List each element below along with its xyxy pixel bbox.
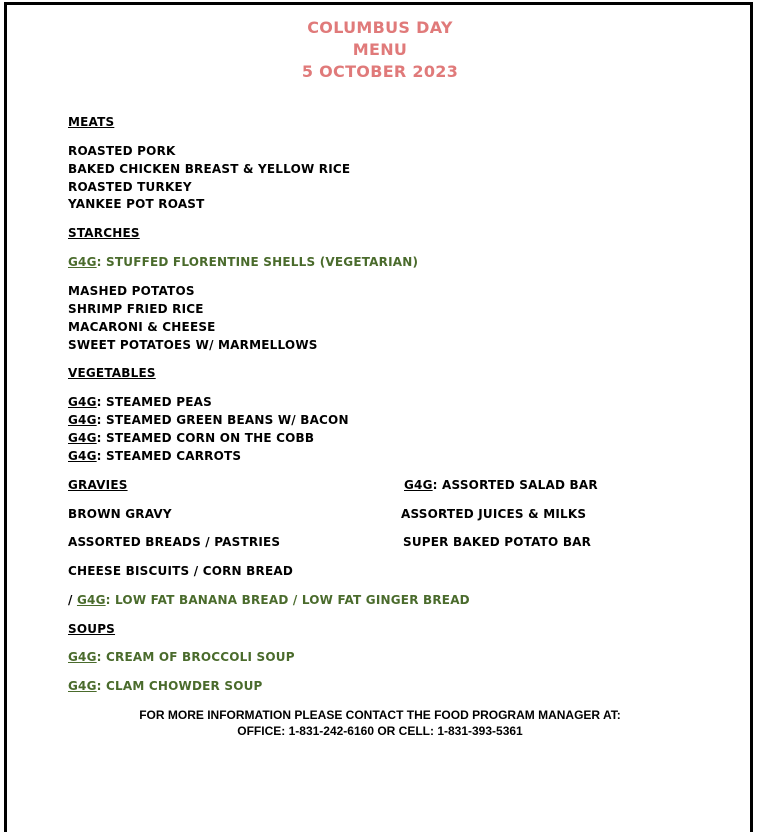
starch-item: MASHED POTATOS (68, 284, 195, 298)
starch-g4g-item (68, 255, 418, 269)
menu-subtitle: MENU (352, 40, 408, 59)
vegetable-label: : STEAMED PEAS (96, 395, 212, 409)
g4g-tag: G4G (68, 449, 97, 463)
menu-date: 5 OCTOBER 2023 (301, 62, 459, 81)
gravies-heading: GRAVIES (68, 478, 128, 492)
g4g-tag: G4G (68, 679, 97, 693)
soup-item (68, 679, 263, 693)
meat-item: ROASTED TURKEY (68, 180, 192, 194)
vegetable-item (68, 431, 314, 445)
salad-bar-item (404, 478, 598, 492)
starch-g4g-label: : STUFFED FLORENTINE SHELLS (VEGETARIAN) (96, 255, 419, 269)
biscuits-item: CHEESE BISCUITS / CORN BREAD (68, 564, 293, 578)
low-fat-bread-item (68, 593, 470, 607)
contact-info-line: FOR MORE INFORMATION PLEASE CONTACT THE FOOD PROGRAM MANAGER AT: (139, 708, 621, 722)
contact-phone-line: OFFICE: 1-831-242-6160 OR CELL: 1-831-393-5361 (237, 724, 523, 738)
starch-item: SHRIMP FRIED RICE (68, 302, 204, 316)
vegetable-label: : STEAMED CARROTS (96, 449, 242, 463)
soup-label: : CLAM CHOWDER SOUP (96, 679, 263, 693)
meats-heading: MEATS (68, 115, 115, 129)
bread-g4g-label: : LOW FAT BANANA BREAD / LOW FAT GINGER BREAD (105, 593, 470, 607)
meat-item: ROASTED PORK (68, 144, 176, 158)
g4g-tag: G4G (404, 478, 433, 492)
soup-item (68, 650, 295, 664)
gravy-item: BROWN GRAVY (68, 507, 172, 521)
salad-bar-label: : ASSORTED SALAD BAR (432, 478, 598, 492)
g4g-tag: G4G (68, 431, 97, 445)
vegetable-item (68, 413, 349, 427)
g4g-tag: G4G (68, 413, 97, 427)
bread-prefix: / (68, 593, 77, 607)
soup-label: : CREAM OF BROCCOLI SOUP (96, 650, 295, 664)
breads-item: ASSORTED BREADS / PASTRIES (68, 535, 281, 549)
soups-heading: SOUPS (68, 622, 116, 636)
starches-heading: STARCHES (68, 226, 140, 240)
bread-g4g (77, 593, 470, 607)
meat-item: BAKED CHICKEN BREAST & YELLOW RICE (68, 162, 351, 176)
menu-title: COLUMBUS DAY (307, 18, 453, 37)
vegetable-item (68, 449, 241, 463)
g4g-tag: G4G (68, 395, 97, 409)
vegetable-item (68, 395, 212, 409)
g4g-tag: G4G (68, 650, 97, 664)
potato-bar-item: SUPER BAKED POTATO BAR (403, 535, 592, 549)
g4g-tag: G4G (76, 593, 106, 607)
starch-item: SWEET POTATOES W/ MARMELLOWS (68, 338, 318, 352)
vegetable-label: : STEAMED CORN ON THE COBB (96, 431, 315, 445)
juices-item: ASSORTED JUICES & MILKS (401, 507, 587, 521)
g4g-tag: G4G (68, 255, 97, 269)
vegetable-label: : STEAMED GREEN BEANS W/ BACON (96, 413, 349, 427)
vegetables-heading: VEGETABLES (68, 366, 156, 380)
starch-item: MACARONI & CHEESE (68, 320, 216, 334)
meat-item: YANKEE POT ROAST (68, 197, 205, 211)
